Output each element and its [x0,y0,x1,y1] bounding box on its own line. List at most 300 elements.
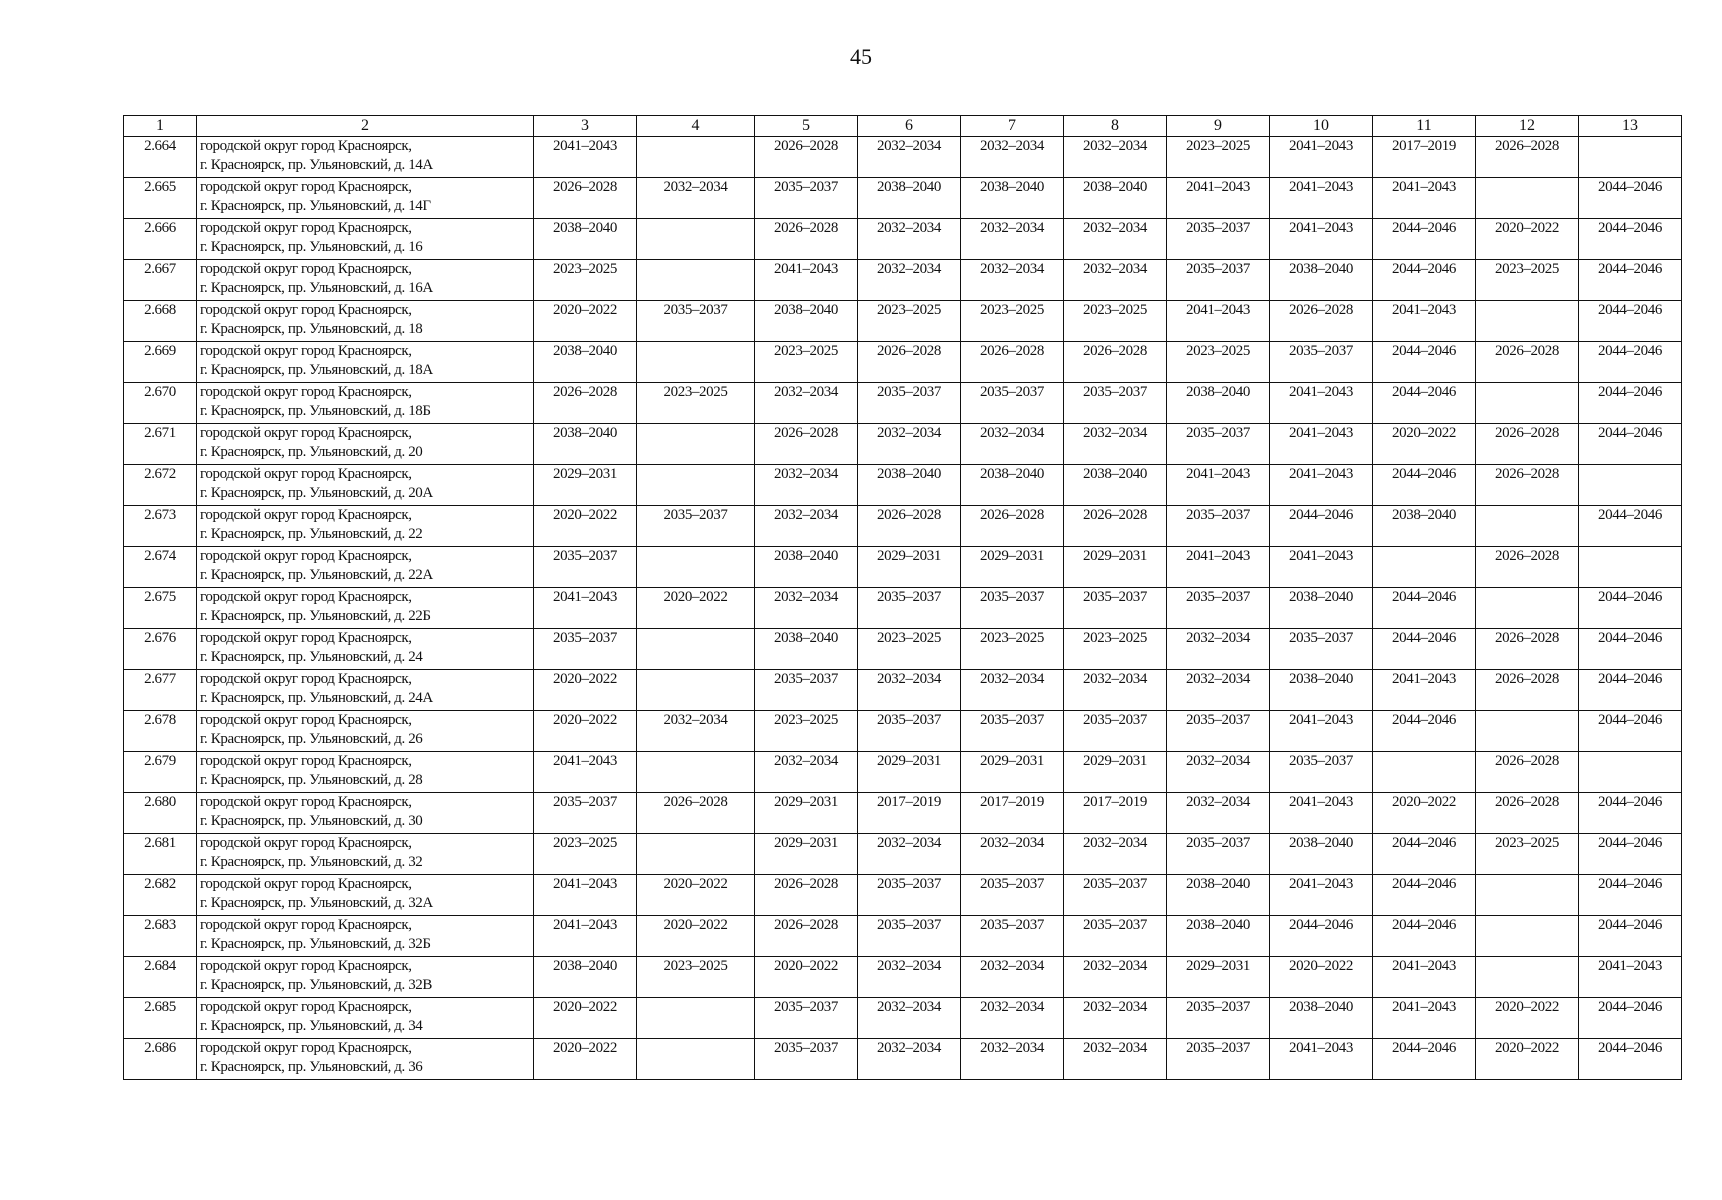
year-range-cell-col-8: 2029–2031 [1064,547,1167,588]
year-range-cell-col-5: 2038–2040 [755,301,858,342]
year-range-cell-col-3: 2020–2022 [534,711,637,752]
table-row [124,834,1682,875]
year-range-cell-col-12 [1476,383,1579,424]
year-range-cell-col-8: 2032–2034 [1064,957,1167,998]
row-number-cell: 2.673 [124,506,197,547]
year-range-cell-col-13: 2044–2046 [1579,711,1682,752]
row-number-cell: 2.681 [124,834,197,875]
row-number-cell: 2.676 [124,629,197,670]
year-range-cell-col-6: 2029–2031 [858,547,961,588]
year-range-cell-col-11 [1373,547,1476,588]
year-range-cell-col-12 [1476,178,1579,219]
year-range-cell-col-6: 2032–2034 [858,424,961,465]
year-range-cell-col-7: 2017–2019 [961,793,1064,834]
address-line: г. Красноярск, пр. Ульяновский, д. 16 [200,239,423,255]
year-range-cell-col-10: 2041–2043 [1270,424,1373,465]
table-row [124,793,1682,834]
year-range-cell-col-9: 2038–2040 [1167,916,1270,957]
year-range-cell-col-11: 2044–2046 [1373,465,1476,506]
row-number-cell: 2.674 [124,547,197,588]
year-range-cell-col-4 [637,424,755,465]
year-range-cell-col-7: 2023–2025 [961,301,1064,342]
year-range-cell-col-6: 2026–2028 [858,342,961,383]
year-range-cell-col-10: 2038–2040 [1270,588,1373,629]
year-range-cell-col-8: 2026–2028 [1064,506,1167,547]
address-cell [197,916,534,957]
year-range-cell-col-6: 2038–2040 [858,465,961,506]
year-range-cell-col-10: 2035–2037 [1270,752,1373,793]
address-line: городской округ город Красноярск, [200,425,412,441]
year-range-cell-col-8: 2026–2028 [1064,342,1167,383]
year-range-cell-col-6: 2032–2034 [858,957,961,998]
address-cell [197,342,534,383]
year-range-cell-col-7: 2035–2037 [961,711,1064,752]
year-range-cell-col-10: 2035–2037 [1270,629,1373,670]
year-range-cell-col-5: 2026–2028 [755,219,858,260]
table-row [124,629,1682,670]
address-cell [197,998,534,1039]
year-range-cell-col-3: 2035–2037 [534,629,637,670]
year-range-cell-col-10: 2038–2040 [1270,260,1373,301]
year-range-cell-col-9: 2035–2037 [1167,1039,1270,1080]
address-line: г. Красноярск, пр. Ульяновский, д. 20А [200,485,433,501]
year-range-cell-col-7: 2032–2034 [961,260,1064,301]
row-number-cell: 2.664 [124,137,197,178]
address-line: г. Красноярск, пр. Ульяновский, д. 22А [200,567,433,583]
column-header-5: 5 [755,116,858,137]
address-line: городской округ город Красноярск, [200,466,412,482]
year-range-cell-col-5: 2035–2037 [755,178,858,219]
table-row [124,137,1682,178]
year-range-cell-col-10: 2041–2043 [1270,875,1373,916]
year-range-cell-col-12: 2026–2028 [1476,629,1579,670]
address-line: г. Красноярск, пр. Ульяновский, д. 18А [200,362,433,378]
year-range-cell-col-11: 2044–2046 [1373,383,1476,424]
page-number: 45 [850,44,872,69]
year-range-cell-col-9: 2035–2037 [1167,219,1270,260]
address-cell [197,875,534,916]
year-range-cell-col-5: 2035–2037 [755,1039,858,1080]
year-range-cell-col-9: 2032–2034 [1167,629,1270,670]
year-range-cell-col-9: 2035–2037 [1167,998,1270,1039]
year-range-cell-col-6: 2038–2040 [858,178,961,219]
year-range-cell-col-11: 2020–2022 [1373,793,1476,834]
year-range-cell-col-3: 2038–2040 [534,342,637,383]
year-range-cell-col-5: 2035–2037 [755,670,858,711]
year-range-cell-col-5: 2023–2025 [755,342,858,383]
table-row [124,1039,1682,1080]
year-range-cell-col-7: 2032–2034 [961,137,1064,178]
table-row [124,178,1682,219]
address-line: городской округ город Красноярск, [200,671,412,687]
address-line: городской округ город Красноярск, [200,630,412,646]
year-range-cell-col-7: 2032–2034 [961,670,1064,711]
year-range-cell-col-6: 2032–2034 [858,219,961,260]
year-range-cell-col-5: 2032–2034 [755,506,858,547]
address-line: городской округ город Красноярск, [200,343,412,359]
year-range-cell-col-3: 2020–2022 [534,670,637,711]
year-range-cell-col-10: 2041–2043 [1270,711,1373,752]
address-line: г. Красноярск, пр. Ульяновский, д. 26 [200,731,423,747]
year-range-cell-col-6: 2035–2037 [858,875,961,916]
year-range-cell-col-10: 2041–2043 [1270,383,1373,424]
column-header-8: 8 [1064,116,1167,137]
year-range-cell-col-4: 2023–2025 [637,957,755,998]
address-line: г. Красноярск, пр. Ульяновский, д. 14А [200,157,433,173]
year-range-cell-col-3: 2041–2043 [534,588,637,629]
year-range-cell-col-8: 2035–2037 [1064,916,1167,957]
year-range-cell-col-4 [637,547,755,588]
address-cell [197,465,534,506]
address-line: г. Красноярск, пр. Ульяновский, д. 18 [200,321,423,337]
year-range-cell-col-5: 2041–2043 [755,260,858,301]
year-range-cell-col-9: 2023–2025 [1167,137,1270,178]
year-range-cell-col-10: 2038–2040 [1270,670,1373,711]
year-range-cell-col-8: 2032–2034 [1064,260,1167,301]
year-range-cell-col-6: 2023–2025 [858,301,961,342]
address-line: г. Красноярск, пр. Ульяновский, д. 32Б [200,936,431,952]
year-range-cell-col-7: 2038–2040 [961,465,1064,506]
year-range-cell-col-4 [637,342,755,383]
address-cell [197,752,534,793]
address-line: городской округ город Красноярск, [200,917,412,933]
year-range-cell-col-3: 2041–2043 [534,875,637,916]
year-range-cell-col-5: 2026–2028 [755,916,858,957]
year-range-cell-col-11: 2041–2043 [1373,998,1476,1039]
address-line: г. Красноярск, пр. Ульяновский, д. 22Б [200,608,431,624]
year-range-cell-col-3: 2038–2040 [534,424,637,465]
address-line: городской округ город Красноярск, [200,958,412,974]
year-range-cell-col-5: 2032–2034 [755,752,858,793]
address-cell [197,506,534,547]
row-number-cell: 2.678 [124,711,197,752]
year-range-cell-col-4 [637,629,755,670]
column-header-12: 12 [1476,116,1579,137]
year-range-cell-col-5: 2038–2040 [755,547,858,588]
year-range-cell-col-3: 2020–2022 [534,506,637,547]
year-range-cell-col-9: 2035–2037 [1167,424,1270,465]
address-line: г. Красноярск, пр. Ульяновский, д. 28 [200,772,423,788]
address-line: городской округ город Красноярск, [200,835,412,851]
address-cell [197,424,534,465]
column-header-10: 10 [1270,116,1373,137]
year-range-cell-col-10: 2038–2040 [1270,998,1373,1039]
table-row [124,875,1682,916]
row-number-cell: 2.679 [124,752,197,793]
schedule-table [123,115,1682,1080]
year-range-cell-col-9: 2041–2043 [1167,178,1270,219]
year-range-cell-col-5: 2026–2028 [755,875,858,916]
row-number-cell: 2.686 [124,1039,197,1080]
address-line: городской округ город Красноярск, [200,507,412,523]
table-row [124,424,1682,465]
address-cell [197,957,534,998]
year-range-cell-col-4 [637,752,755,793]
year-range-cell-col-10: 2026–2028 [1270,301,1373,342]
table-body [124,137,1682,1080]
year-range-cell-col-13: 2044–2046 [1579,834,1682,875]
year-range-cell-col-10: 2041–2043 [1270,465,1373,506]
year-range-cell-col-11: 2041–2043 [1373,957,1476,998]
year-range-cell-col-11: 2041–2043 [1373,301,1476,342]
address-cell [197,178,534,219]
address-line: городской округ город Красноярск, [200,753,412,769]
year-range-cell-col-3: 2026–2028 [534,383,637,424]
table-row [124,957,1682,998]
row-number-cell: 2.682 [124,875,197,916]
year-range-cell-col-6: 2032–2034 [858,260,961,301]
address-cell [197,383,534,424]
address-line: городской округ город Красноярск, [200,548,412,564]
year-range-cell-col-3: 2020–2022 [534,1039,637,1080]
year-range-cell-col-13: 2044–2046 [1579,506,1682,547]
year-range-cell-col-13: 2044–2046 [1579,301,1682,342]
year-range-cell-col-8: 2017–2019 [1064,793,1167,834]
table-row [124,670,1682,711]
year-range-cell-col-3: 2020–2022 [534,301,637,342]
year-range-cell-col-12: 2026–2028 [1476,465,1579,506]
year-range-cell-col-13: 2044–2046 [1579,875,1682,916]
year-range-cell-col-12: 2023–2025 [1476,834,1579,875]
column-header-6: 6 [858,116,961,137]
year-range-cell-col-11: 2044–2046 [1373,875,1476,916]
year-range-cell-col-8: 2032–2034 [1064,670,1167,711]
year-range-cell-col-9: 2041–2043 [1167,547,1270,588]
column-header-13: 13 [1579,116,1682,137]
address-line: г. Красноярск, пр. Ульяновский, д. 32 [200,854,423,870]
year-range-cell-col-12 [1476,957,1579,998]
year-range-cell-col-12: 2020–2022 [1476,219,1579,260]
row-number-cell: 2.669 [124,342,197,383]
year-range-cell-col-13: 2044–2046 [1579,588,1682,629]
year-range-cell-col-3: 2026–2028 [534,178,637,219]
year-range-cell-col-9: 2035–2037 [1167,260,1270,301]
year-range-cell-col-13: 2044–2046 [1579,219,1682,260]
year-range-cell-col-9: 2032–2034 [1167,793,1270,834]
table-row [124,752,1682,793]
address-cell [197,629,534,670]
table-row [124,219,1682,260]
address-line: городской округ город Красноярск, [200,179,412,195]
year-range-cell-col-13: 2044–2046 [1579,178,1682,219]
year-range-cell-col-4: 2020–2022 [637,875,755,916]
year-range-cell-col-3: 2038–2040 [534,219,637,260]
address-line: городской округ город Красноярск, [200,302,412,318]
year-range-cell-col-8: 2032–2034 [1064,137,1167,178]
year-range-cell-col-7: 2026–2028 [961,342,1064,383]
year-range-cell-col-4: 2023–2025 [637,383,755,424]
table-row [124,342,1682,383]
year-range-cell-col-7: 2032–2034 [961,834,1064,875]
year-range-cell-col-8: 2035–2037 [1064,588,1167,629]
year-range-cell-col-8: 2029–2031 [1064,752,1167,793]
address-line: г. Красноярск, пр. Ульяновский, д. 22 [200,526,423,542]
year-range-cell-col-11: 2041–2043 [1373,178,1476,219]
address-cell [197,260,534,301]
year-range-cell-col-11: 2044–2046 [1373,1039,1476,1080]
year-range-cell-col-5: 2020–2022 [755,957,858,998]
address-line: г. Красноярск, пр. Ульяновский, д. 32В [200,977,433,993]
row-number-cell: 2.677 [124,670,197,711]
year-range-cell-col-3: 2023–2025 [534,834,637,875]
year-range-cell-col-7: 2026–2028 [961,506,1064,547]
year-range-cell-col-4 [637,219,755,260]
year-range-cell-col-3: 2035–2037 [534,793,637,834]
year-range-cell-col-11 [1373,752,1476,793]
address-line: городской округ город Красноярск, [200,712,412,728]
year-range-cell-col-11: 2044–2046 [1373,342,1476,383]
address-line: г. Красноярск, пр. Ульяновский, д. 16А [200,280,433,296]
address-cell [197,301,534,342]
year-range-cell-col-4: 2032–2034 [637,711,755,752]
table-row [124,383,1682,424]
year-range-cell-col-3: 2029–2031 [534,465,637,506]
table-row [124,301,1682,342]
row-number-cell: 2.672 [124,465,197,506]
year-range-cell-col-13: 2044–2046 [1579,1039,1682,1080]
address-cell [197,834,534,875]
year-range-cell-col-11: 2044–2046 [1373,219,1476,260]
year-range-cell-col-7: 2032–2034 [961,957,1064,998]
column-header-9: 9 [1167,116,1270,137]
year-range-cell-col-13: 2044–2046 [1579,342,1682,383]
year-range-cell-col-5: 2032–2034 [755,588,858,629]
year-range-cell-col-10: 2041–2043 [1270,178,1373,219]
year-range-cell-col-8: 2038–2040 [1064,178,1167,219]
year-range-cell-col-9: 2035–2037 [1167,711,1270,752]
table-header [124,116,1682,137]
year-range-cell-col-11: 2044–2046 [1373,260,1476,301]
address-line: г. Красноярск, пр. Ульяновский, д. 20 [200,444,423,460]
year-range-cell-col-9: 2038–2040 [1167,875,1270,916]
column-header-1: 1 [124,116,197,137]
year-range-cell-col-4 [637,137,755,178]
address-line: г. Красноярск, пр. Ульяновский, д. 18Б [200,403,431,419]
year-range-cell-col-12: 2026–2028 [1476,342,1579,383]
row-number-cell: 2.668 [124,301,197,342]
address-line: г. Красноярск, пр. Ульяновский, д. 34 [200,1018,423,1034]
year-range-cell-col-13: 2044–2046 [1579,998,1682,1039]
table-row [124,465,1682,506]
address-line: городской округ город Красноярск, [200,384,412,400]
year-range-cell-col-6: 2026–2028 [858,506,961,547]
year-range-cell-col-8: 2032–2034 [1064,424,1167,465]
table-row [124,547,1682,588]
year-range-cell-col-12 [1476,916,1579,957]
year-range-cell-col-5: 2035–2037 [755,998,858,1039]
year-range-cell-col-3: 2020–2022 [534,998,637,1039]
year-range-cell-col-6: 2035–2037 [858,916,961,957]
row-number-cell: 2.667 [124,260,197,301]
address-line: г. Красноярск, пр. Ульяновский, д. 24 [200,649,423,665]
year-range-cell-col-11: 2017–2019 [1373,137,1476,178]
year-range-cell-col-9: 2029–2031 [1167,957,1270,998]
year-range-cell-col-13: 2044–2046 [1579,260,1682,301]
year-range-cell-col-10: 2041–2043 [1270,219,1373,260]
year-range-cell-col-7: 2032–2034 [961,1039,1064,1080]
column-header-7: 7 [961,116,1064,137]
year-range-cell-col-12: 2020–2022 [1476,1039,1579,1080]
year-range-cell-col-4 [637,465,755,506]
year-range-cell-col-11: 2038–2040 [1373,506,1476,547]
year-range-cell-col-12 [1476,301,1579,342]
year-range-cell-col-3: 2038–2040 [534,957,637,998]
year-range-cell-col-8: 2035–2037 [1064,875,1167,916]
table-row [124,260,1682,301]
table-row [124,916,1682,957]
header-row [124,116,1682,137]
year-range-cell-col-5: 2029–2031 [755,793,858,834]
year-range-cell-col-4 [637,998,755,1039]
address-line: городской округ город Красноярск, [200,589,412,605]
year-range-cell-col-8: 2038–2040 [1064,465,1167,506]
year-range-cell-col-4: 2020–2022 [637,588,755,629]
address-cell [197,137,534,178]
year-range-cell-col-13 [1579,465,1682,506]
year-range-cell-col-3: 2041–2043 [534,137,637,178]
address-line: городской округ город Красноярск, [200,794,412,810]
year-range-cell-col-3: 2035–2037 [534,547,637,588]
address-cell [197,1039,534,1080]
year-range-cell-col-6: 2029–2031 [858,752,961,793]
year-range-cell-col-7: 2029–2031 [961,547,1064,588]
year-range-cell-col-7: 2023–2025 [961,629,1064,670]
row-number-cell: 2.684 [124,957,197,998]
year-range-cell-col-11: 2044–2046 [1373,629,1476,670]
year-range-cell-col-4: 2035–2037 [637,506,755,547]
year-range-cell-col-6: 2032–2034 [858,1039,961,1080]
address-cell [197,711,534,752]
year-range-cell-col-13 [1579,547,1682,588]
year-range-cell-col-12: 2026–2028 [1476,424,1579,465]
year-range-cell-col-7: 2038–2040 [961,178,1064,219]
year-range-cell-col-12 [1476,875,1579,916]
year-range-cell-col-8: 2035–2037 [1064,383,1167,424]
column-header-4: 4 [637,116,755,137]
address-cell [197,547,534,588]
year-range-cell-col-13 [1579,137,1682,178]
year-range-cell-col-13: 2044–2046 [1579,424,1682,465]
year-range-cell-col-12: 2020–2022 [1476,998,1579,1039]
row-number-cell: 2.675 [124,588,197,629]
address-cell [197,588,534,629]
row-number-cell: 2.680 [124,793,197,834]
year-range-cell-col-5: 2038–2040 [755,629,858,670]
table-row [124,711,1682,752]
year-range-cell-col-5: 2032–2034 [755,465,858,506]
year-range-cell-col-7: 2032–2034 [961,219,1064,260]
year-range-cell-col-6: 2032–2034 [858,834,961,875]
address-line: городской округ город Красноярск, [200,1040,412,1056]
year-range-cell-col-12: 2026–2028 [1476,793,1579,834]
year-range-cell-col-11: 2044–2046 [1373,588,1476,629]
year-range-cell-col-9: 2035–2037 [1167,588,1270,629]
year-range-cell-col-10: 2038–2040 [1270,834,1373,875]
year-range-cell-col-8: 2023–2025 [1064,629,1167,670]
address-cell [197,219,534,260]
year-range-cell-col-10: 2041–2043 [1270,1039,1373,1080]
year-range-cell-col-6: 2035–2037 [858,588,961,629]
year-range-cell-col-6: 2023–2025 [858,629,961,670]
address-cell [197,793,534,834]
year-range-cell-col-9: 2023–2025 [1167,342,1270,383]
year-range-cell-col-6: 2032–2034 [858,670,961,711]
column-header-11: 11 [1373,116,1476,137]
year-range-cell-col-13: 2041–2043 [1579,957,1682,998]
year-range-cell-col-8: 2023–2025 [1064,301,1167,342]
year-range-cell-col-6: 2035–2037 [858,383,961,424]
address-cell [197,670,534,711]
